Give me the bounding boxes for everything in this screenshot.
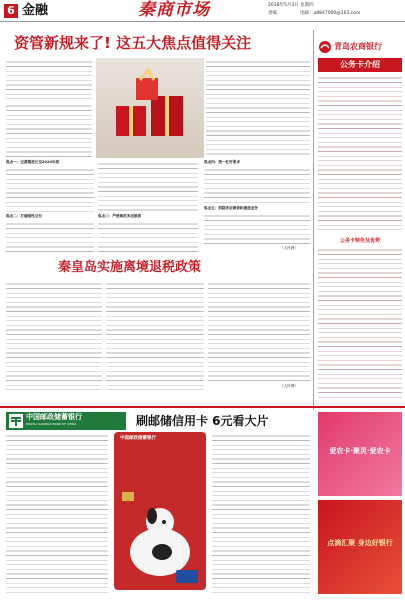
article-illustration	[96, 58, 204, 158]
card-bank-name: 中国邮政储蓄银行	[120, 436, 156, 441]
main-headline: 资管新规来了! 这五大焦点值得关注	[14, 34, 252, 52]
ad-banner-1	[318, 412, 402, 496]
bank-logo-icon	[318, 40, 332, 54]
ad1-text: 爱农卡·聚灵·爱农卡	[329, 447, 391, 455]
qhd-bank-logo	[318, 40, 402, 54]
subhead-3: 焦点三：严格规范多层嵌套	[98, 214, 142, 218]
qhd-intro-body	[318, 76, 402, 234]
subhead-1: 焦点一：过渡期延长至2020年底	[6, 160, 60, 164]
page-number: 6	[4, 4, 18, 18]
main-byline: （人民网）	[280, 246, 298, 250]
subhead-2: 焦点二：打破刚性兑付	[6, 214, 42, 218]
masthead: 秦商市场	[138, 0, 210, 20]
article-body-col2b	[98, 222, 198, 252]
article-body-col1b	[6, 104, 92, 158]
psbc-name-en: POSTAL SAVINGS BANK OF CHINA	[26, 422, 77, 426]
article-body-col3b	[204, 214, 310, 246]
tax-body-col3	[208, 282, 310, 382]
qhd-card-title: 公务卡特色及优势	[339, 238, 380, 244]
section-divider	[0, 406, 405, 408]
header-rule	[0, 21, 405, 22]
subhead-4: 焦点四：统一杠杆要求	[204, 160, 240, 164]
article-body-col2	[98, 162, 198, 212]
col-divider	[313, 30, 314, 410]
qhd-bank-name: 青岛农商银行	[334, 42, 382, 51]
article-body-col1	[6, 60, 92, 100]
ad-banner-2	[318, 500, 402, 594]
tax-byline: （人民网）	[280, 384, 298, 388]
header-editor: 责编：	[268, 11, 282, 16]
psbc-body-col2	[212, 434, 310, 594]
gift-boxes-icon	[96, 58, 204, 158]
article-body-col1c	[6, 168, 94, 212]
article-body-col1d	[6, 222, 94, 252]
subhead-5: 焦点五：消除多层嵌套和通道业务	[204, 206, 258, 210]
psbc-name: 中国邮政储蓄银行	[26, 413, 82, 421]
dog-illustration-icon	[114, 432, 206, 590]
section-title: 金融	[22, 3, 49, 18]
tax-headline: 秦皇岛实施离境退税政策	[58, 260, 202, 275]
header-date: 2018年5月3日 星期四	[268, 3, 314, 8]
qhd-card-body	[318, 248, 402, 400]
credit-card-image	[114, 432, 206, 590]
ad2-text: 点滴汇聚 身边好银行	[327, 539, 393, 547]
tax-body-col2	[106, 282, 204, 394]
psbc-body-col1	[6, 434, 108, 594]
psbc-headline: 刷邮储信用卡 6元看大片	[136, 414, 269, 428]
psbc-logo-icon	[8, 413, 24, 429]
tax-body-col1	[6, 282, 102, 394]
article-body-col2-top	[206, 60, 310, 158]
header-email: 电邮：a8847000@163.com	[300, 11, 361, 16]
article-body-col3	[204, 168, 310, 204]
qhd-column-title: 公务卡介绍	[318, 58, 402, 72]
psbc-logo	[6, 412, 126, 430]
